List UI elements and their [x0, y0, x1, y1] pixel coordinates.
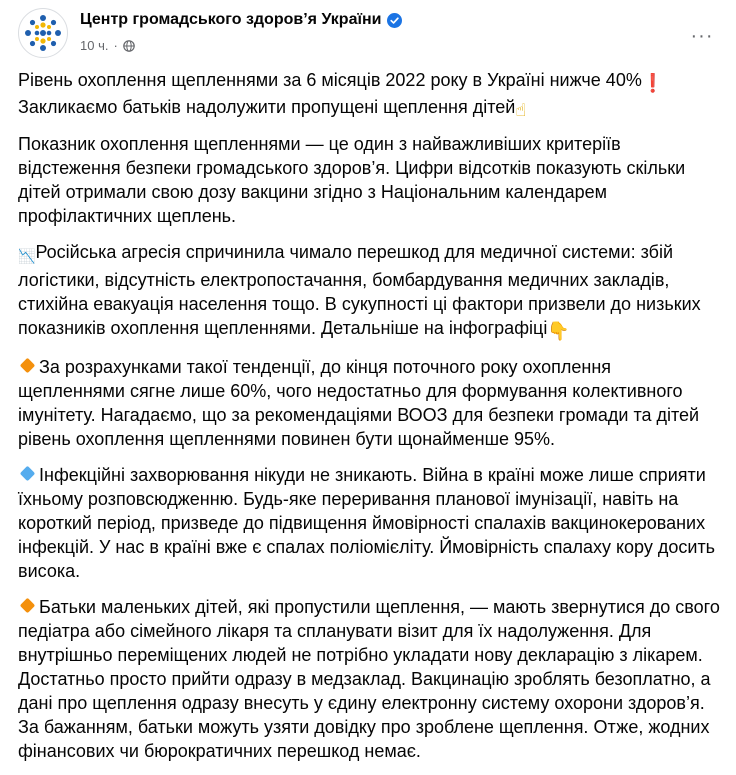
meta-separator: ·: [113, 38, 118, 53]
verified-badge-icon: [387, 13, 402, 28]
orange-diamond-icon: [20, 358, 36, 374]
blue-diamond-icon: [20, 466, 36, 482]
paragraph-2: [18, 240, 722, 343]
paragraph-3: [18, 355, 722, 451]
author-name-text[interactable]: Центр громадського здоров’я України: [80, 11, 382, 28]
paragraph-5-text: Батьки маленьких дітей, які пропустили щеплення, — мають звернутися до свого педіатра або сімейного лікаря та спланувати візит для їх надолуження. Для внутрішньо переміщених людей не потрібно укладати нову декларацію з лікарем. Достатньо просто прийти одразу в медзаклад. Вакцинацію зроблять безоплатно, а дані про щеплення одразу внесуть у єдину електронну систему охорони здоров’я. За бажанням, батьки можуть узяти довідку про зроблене щеплення. Отже, жодних фінансових чи бюрократичних перешкод немає.: [18, 597, 720, 761]
avatar[interactable]: [18, 8, 68, 58]
post-body: [18, 68, 722, 775]
paragraph-3-text: За розрахунками такої тенденції, до кінця поточного року охоплення щепленнями сягне лише 60%, чого недостатньо для формування колективного імунітету. Нагадаємо, що за рекомендаціями ВООЗ для безпеки громади та дітей рівень охоплення щепленнями повинен бути щонайменше 95%.: [18, 357, 700, 449]
author-name[interactable]: [80, 11, 402, 29]
chart-decreasing-icon: 📉: [18, 248, 36, 264]
paragraph-2-text: Російська агресія спричинила чимало перешкод для медичної системи: збій логістики, відсутність електропостачання, бомбардування медичних закладів, стихійна евакуація населення тощо. В сукупності ці фактори призвели до низьких показників охоплення щепленнями. Детальніше на інфографіці: [18, 242, 701, 338]
pointing-up-icon: ☝: [515, 100, 527, 120]
paragraph-4: [18, 463, 722, 583]
post-headline: [18, 68, 722, 122]
paragraph-1: Показник охоплення щепленнями — це один з найважливіших критеріїв відстеження безпеки громадського здоров’я. Цифри відсотків показують скільки дітей отримали свою дозу вакцини згідно з Національним календарем профілактичних щеплень.: [18, 134, 686, 226]
paragraph-4-text: Інфекційні захворювання нікуди не зникають. Війна в країні може лише сприяти їхньому розповсюдженню. Будь-яке переривання планової імунізації, навіть на короткий період, призведе до підвищення ймовірності спалахів вакцинокерованих інфекцій. У нас в країні вже є спалах поліомієліту. Ймовірність спалаху кору досить висока.: [18, 465, 716, 581]
phc-logo-icon: [19, 9, 67, 57]
pointing-down-icon: 👇: [547, 321, 570, 341]
headline-line2: Закликаємо батьків надолужити пропущені щеплення дітей: [18, 97, 516, 117]
post-meta: [80, 38, 135, 53]
post-timestamp[interactable]: 10 ч.: [80, 38, 109, 53]
globe-icon[interactable]: [123, 40, 135, 52]
post-header: [18, 8, 720, 60]
more-options-button[interactable]: ···: [690, 24, 714, 47]
orange-diamond-icon: [20, 598, 36, 614]
paragraph-5: [18, 595, 722, 763]
exclamation-icon: ❗: [641, 73, 665, 93]
headline-line1: Рівень охоплення щепленнями за 6 місяців 2022 року в Україні нижче 40%: [18, 70, 642, 90]
